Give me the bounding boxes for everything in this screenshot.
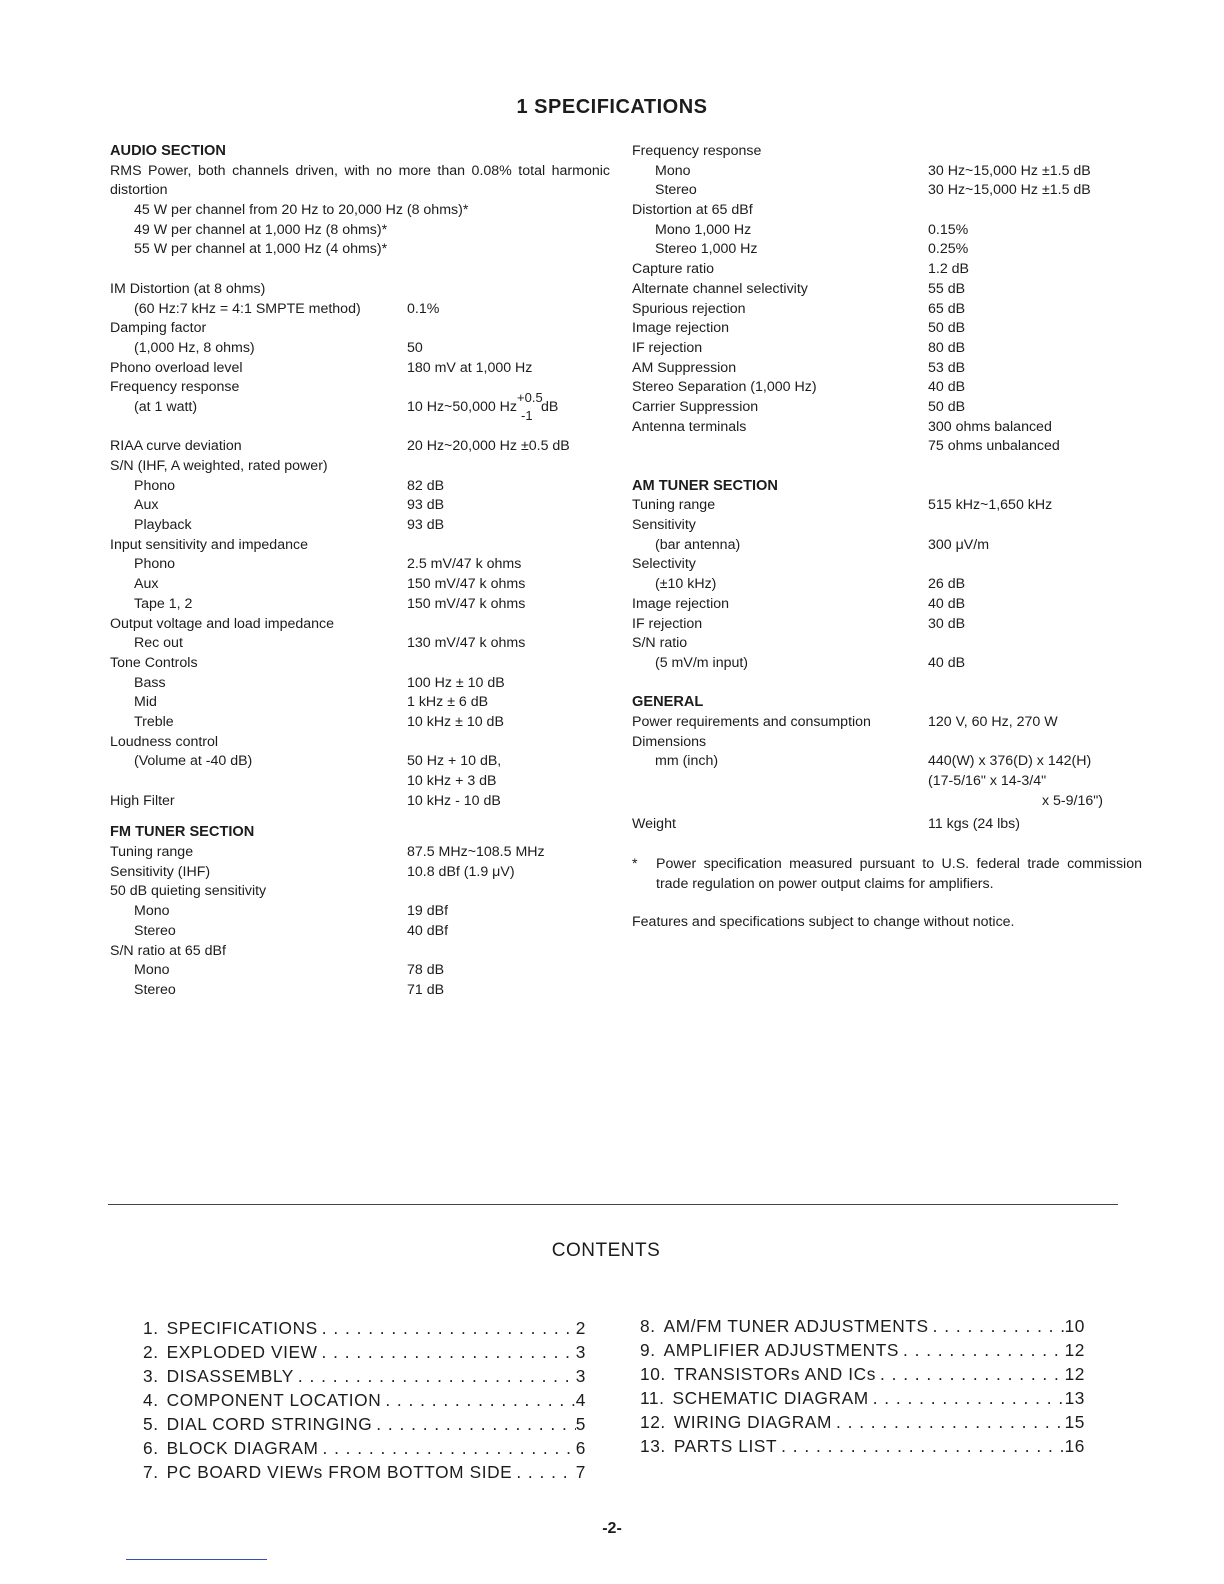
toc-left-column [143, 1316, 586, 1484]
general-heading: GENERAL [632, 694, 704, 711]
toc-number: 6. [143, 1438, 159, 1458]
power-req-label: Power requirements and consumption [632, 713, 871, 730]
toc-entry[interactable] [640, 1410, 1085, 1434]
fm-spec-label: Spurious rejection [632, 300, 746, 317]
toc-page: 4 [575, 1390, 586, 1410]
freq-response-sub: (at 1 watt) [134, 398, 198, 415]
fm-spec-label: Carrier Suppression [632, 398, 759, 415]
toc-leader [318, 1340, 576, 1364]
toc-page: 5 [575, 1414, 586, 1434]
footnote-text: Power specification measured pursuant to U.S. federal trade commission trade regulation on power output claims for amplifiers. [656, 856, 1142, 892]
toc-text: BLOCK DIAGRAM [166, 1438, 319, 1458]
toc-leader [832, 1410, 1065, 1434]
tone-item-value: 100 Hz ± 10 dB [407, 674, 505, 691]
dimensions-value-1: 440(W) x 376(D) x 142(H) [928, 753, 1092, 770]
output-voltage-label: Output voltage and load impedance [110, 615, 335, 632]
toc-entry[interactable] [143, 1412, 586, 1436]
fm-freq-item-value: 30 Hz~15,000 Hz ±1.5 dB [928, 162, 1091, 179]
toc-entry[interactable] [640, 1386, 1085, 1410]
toc-page: 6 [575, 1438, 586, 1458]
am-image-value: 40 dB [928, 595, 966, 612]
sn-item-value: 82 dB [407, 477, 445, 494]
toc-leader [318, 1316, 576, 1340]
power-line: 45 W per channel from 20 Hz to 20,000 Hz (8 ohms)* [134, 202, 469, 219]
loudness-sub: (Volume at -40 dB) [134, 753, 253, 770]
fm-spec-label: Image rejection [632, 320, 729, 337]
am-selectivity-value: 26 dB [928, 576, 966, 593]
im-distortion-value: 0.1% [407, 300, 440, 317]
im-distortion-label: IM Distortion (at 8 ohms) [110, 280, 266, 297]
fm-freq-item-label: Mono [655, 162, 691, 179]
fm-distortion-item-value: 0.15% [928, 221, 969, 238]
power-req-value: 120 V, 60 Hz, 270 W [928, 713, 1058, 730]
fm-spec-label: IF rejection [632, 339, 703, 356]
fm-quieting-item-label: Stereo [134, 922, 176, 939]
input-item-value: 150 mV/47 k ohms [407, 595, 526, 612]
fm-tuning-value: 87.5 MHz~108.5 MHz [407, 844, 545, 861]
fm-spec-value: 65 dB [928, 300, 966, 317]
toc-text: DIAL CORD STRINGING [166, 1414, 373, 1434]
damping-label: Damping factor [110, 320, 207, 337]
tone-item-label: Mid [134, 694, 157, 711]
fm-section-heading: FM TUNER SECTION [110, 824, 255, 841]
toc-number: 10. [640, 1364, 666, 1384]
fm-snr-item-label: Mono [134, 962, 170, 979]
input-item-value: 150 mV/47 k ohms [407, 576, 526, 593]
power-line: 49 W per channel at 1,000 Hz (8 ohms)* [134, 221, 388, 238]
antenna-value-1: 300 ohms balanced [928, 418, 1052, 435]
toc-leader [372, 1412, 575, 1436]
toc-entry[interactable] [143, 1460, 586, 1484]
freq-tolerance-down: -1 [521, 407, 533, 423]
sn-item-value: 93 dB [407, 497, 445, 514]
toc-page: 2 [575, 1318, 586, 1338]
dimensions-sub: mm (inch) [655, 753, 719, 770]
freq-response-value [407, 389, 559, 423]
am-if-label: IF rejection [632, 615, 703, 632]
toc-entry[interactable] [640, 1314, 1085, 1338]
page-number: -2- [602, 1520, 622, 1537]
toc-page: 12 [1064, 1340, 1085, 1360]
toc-number: 1. [143, 1318, 159, 1338]
fm-freq-label: Frequency response [632, 143, 762, 159]
am-if-value: 30 dB [928, 615, 966, 632]
toc-page: 16 [1064, 1436, 1085, 1456]
input-item-label: Phono [134, 556, 176, 573]
riaa-value: 20 Hz~20,000 Hz ±0.5 dB [407, 438, 570, 455]
freq-response-label: Frequency response [110, 379, 240, 396]
toc-entry[interactable] [640, 1338, 1085, 1362]
sn-item-value: 93 dB [407, 517, 445, 534]
freq-response-range: 10 Hz~50,000 Hz [407, 398, 518, 415]
fm-spec-value: 1.2 dB [928, 261, 970, 278]
fm-quieting-label: 50 dB quieting sensitivity [110, 883, 267, 900]
phono-overload-label: Phono overload level [110, 359, 243, 376]
toc-leader [381, 1388, 575, 1412]
damping-sub: (1,000 Hz, 8 ohms) [134, 339, 255, 356]
sn-item-label: Phono [134, 477, 176, 494]
toc-page: 3 [575, 1366, 586, 1386]
toc-page: 10 [1064, 1316, 1085, 1336]
output-sub: Rec out [134, 635, 183, 652]
loudness-label: Loudness control [110, 733, 219, 750]
fm-spec-label: Stereo Separation (1,000 Hz) [632, 379, 817, 396]
power-line: 55 W per channel at 1,000 Hz (4 ohms)* [134, 241, 388, 258]
contents-title: CONTENTS [551, 1240, 661, 1261]
sn-item-label: Playback [134, 517, 192, 534]
loudness-value-2: 10 kHz + 3 dB [407, 773, 497, 790]
right-spec-column [632, 142, 1142, 933]
toc-right-column [640, 1314, 1085, 1458]
toc-text: SCHEMATIC DIAGRAM [672, 1388, 869, 1408]
dimensions-value-3: x 5-9/16") [1042, 792, 1104, 809]
fm-freq-item-value: 30 Hz~15,000 Hz ±1.5 dB [928, 182, 1091, 199]
fm-quieting-item-value: 40 dBf [407, 922, 449, 939]
toc-page: 15 [1064, 1412, 1085, 1432]
tone-item-label: Treble [134, 713, 174, 730]
toc-leader [929, 1314, 1065, 1338]
fm-spec-label: Alternate channel selectivity [632, 280, 808, 297]
fm-distortion-item-label: Stereo 1,000 Hz [655, 241, 758, 258]
freq-tolerance [517, 389, 543, 423]
fm-snr-item-value: 71 dB [407, 981, 445, 998]
sn-label: S/N (IHF, A weighted, rated power) [110, 458, 328, 475]
toc-entry[interactable] [143, 1436, 586, 1460]
fm-sensitivity-label: Sensitivity (IHF) [110, 863, 211, 880]
fm-distortion-item-label: Mono 1,000 Hz [655, 221, 752, 238]
toc-leader [294, 1364, 576, 1388]
toc-number: 12. [640, 1412, 666, 1432]
toc-leader [899, 1338, 1065, 1362]
fm-tuning-label: Tuning range [110, 844, 194, 861]
loudness-value-1: 50 Hz + 10 dB, [407, 753, 502, 770]
am-sn-sub: (5 mV/m input) [655, 654, 749, 671]
fm-spec-value: 55 dB [928, 280, 966, 297]
dimensions-value-2: (17-5/16" x 14-3/4" [928, 773, 1047, 789]
high-filter-label: High Filter [110, 792, 175, 809]
toc-page: 13 [1064, 1388, 1085, 1408]
freq-tolerance-up: +0.5 [517, 389, 543, 405]
toc-text: WIRING DIAGRAM [673, 1412, 832, 1432]
am-sensitivity-value: 300 μV/m [928, 536, 990, 553]
fm-spec-value: 50 dB [928, 320, 966, 337]
tone-item-value: 1 kHz ± 6 dB [407, 694, 489, 711]
am-tuning-label: Tuning range [632, 497, 716, 514]
fm-sensitivity-value: 10.8 dBf (1.9 μV) [407, 863, 515, 880]
left-spec-column [110, 142, 610, 1001]
am-sensitivity-label: Sensitivity [632, 517, 696, 534]
toc-page: 12 [1064, 1364, 1085, 1384]
fm-spec-label: AM Suppression [632, 359, 737, 376]
fm-snr-item-label: Stereo [134, 981, 176, 998]
dimensions-label: Dimensions [632, 733, 707, 750]
toc-text: PARTS LIST [673, 1436, 778, 1456]
high-filter-value: 10 kHz - 10 dB [407, 792, 501, 809]
am-selectivity-label: Selectivity [632, 556, 696, 573]
fm-quieting-item-label: Mono [134, 903, 170, 920]
toc-leader [777, 1434, 1064, 1458]
freq-response-unit: dB [541, 398, 559, 415]
audio-section-heading: AUDIO SECTION [110, 143, 226, 159]
am-selectivity-sub: (±10 kHz) [655, 576, 717, 593]
features-note: Features and specifications subject to change without notice. [632, 914, 1015, 931]
fm-quieting-item-value: 19 dBf [407, 903, 449, 920]
toc-text: TRANSISTORs AND ICs [673, 1364, 876, 1384]
tone-item-label: Bass [134, 674, 166, 691]
toc-number: 7. [143, 1462, 159, 1482]
sn-item-label: Aux [134, 497, 159, 514]
riaa-label: RIAA curve deviation [110, 438, 242, 455]
toc-entry[interactable] [640, 1434, 1085, 1458]
toc-entry[interactable] [143, 1340, 586, 1364]
fm-spec-label: Capture ratio [632, 261, 715, 278]
am-section-heading: AM TUNER SECTION [632, 477, 778, 494]
fm-spec-value: 53 dB [928, 359, 966, 376]
tone-controls-label: Tone Controls [110, 654, 198, 671]
toc-text: SPECIFICATIONS [166, 1318, 318, 1338]
toc-leader [318, 1436, 575, 1460]
section-divider [108, 1204, 1118, 1205]
footnote-star: * [632, 856, 638, 873]
toc-entry[interactable] [143, 1364, 586, 1388]
fm-spec-value: 80 dB [928, 339, 966, 356]
toc-text: AMPLIFIER ADJUSTMENTS [663, 1340, 899, 1360]
toc-number: 11. [640, 1388, 665, 1408]
am-image-label: Image rejection [632, 595, 729, 612]
toc-leader [876, 1362, 1065, 1386]
toc-number: 5. [143, 1414, 159, 1434]
antenna-value-2: 75 ohms unbalanced [928, 438, 1060, 455]
input-item-label: Aux [134, 576, 159, 593]
fm-distortion-item-value: 0.25% [928, 241, 969, 258]
bottom-rule [126, 1559, 267, 1560]
power-footnote [632, 855, 1142, 894]
antenna-label: Antenna terminals [632, 418, 747, 435]
toc-entry[interactable] [143, 1316, 586, 1340]
output-value: 130 mV/47 k ohms [407, 635, 526, 652]
toc-number: 4. [143, 1390, 159, 1410]
toc-number: 3. [143, 1366, 159, 1386]
tone-item-value: 10 kHz ± 10 dB [407, 713, 504, 730]
fm-spec-value: 40 dB [928, 379, 966, 396]
toc-leader [869, 1386, 1065, 1410]
toc-number: 8. [640, 1316, 656, 1336]
fm-freq-item-label: Stereo [655, 182, 697, 199]
toc-number: 13. [640, 1436, 666, 1456]
toc-text: AM/FM TUNER ADJUSTMENTS [663, 1316, 929, 1336]
toc-text: EXPLODED VIEW [166, 1342, 318, 1362]
rms-power-text: RMS Power, both channels driven, with no more than 0.08% total harmonic distortion [110, 162, 610, 199]
fm-distortion-label: Distortion at 65 dBf [632, 202, 753, 219]
toc-text: PC BOARD VIEWs FROM BOTTOM SIDE [166, 1462, 513, 1482]
damping-value: 50 [407, 339, 423, 356]
am-sensitivity-sub: (bar antenna) [655, 536, 741, 553]
fm-snr-label: S/N ratio at 65 dBf [110, 942, 226, 959]
am-tuning-value: 515 kHz~1,650 kHz [928, 497, 1053, 514]
toc-entry[interactable] [640, 1362, 1085, 1386]
phono-overload-value: 180 mV at 1,000 Hz [407, 359, 533, 376]
im-distortion-sub: (60 Hz:7 kHz = 4:1 SMPTE method) [134, 300, 361, 317]
weight-label: Weight [632, 816, 676, 833]
input-item-value: 2.5 mV/47 k ohms [407, 556, 522, 573]
fm-snr-item-value: 78 dB [407, 962, 445, 979]
toc-leader [512, 1460, 575, 1484]
am-sn-value: 40 dB [928, 654, 966, 671]
input-sensitivity-label: Input sensitivity and impedance [110, 536, 308, 553]
am-sn-label: S/N ratio [632, 635, 688, 652]
weight-value: 11 kgs (24 lbs) [928, 816, 1020, 833]
toc-number: 9. [640, 1340, 656, 1360]
toc-text: COMPONENT LOCATION [166, 1390, 382, 1410]
toc-text: DISASSEMBLY [166, 1366, 294, 1386]
toc-page: 3 [575, 1342, 586, 1362]
toc-page: 7 [575, 1462, 586, 1482]
input-item-label: Tape 1, 2 [134, 595, 193, 612]
page-title: 1 SPECIFICATIONS [516, 96, 708, 118]
toc-number: 2. [143, 1342, 159, 1362]
fm-spec-value: 50 dB [928, 398, 966, 415]
toc-entry[interactable] [143, 1388, 586, 1412]
